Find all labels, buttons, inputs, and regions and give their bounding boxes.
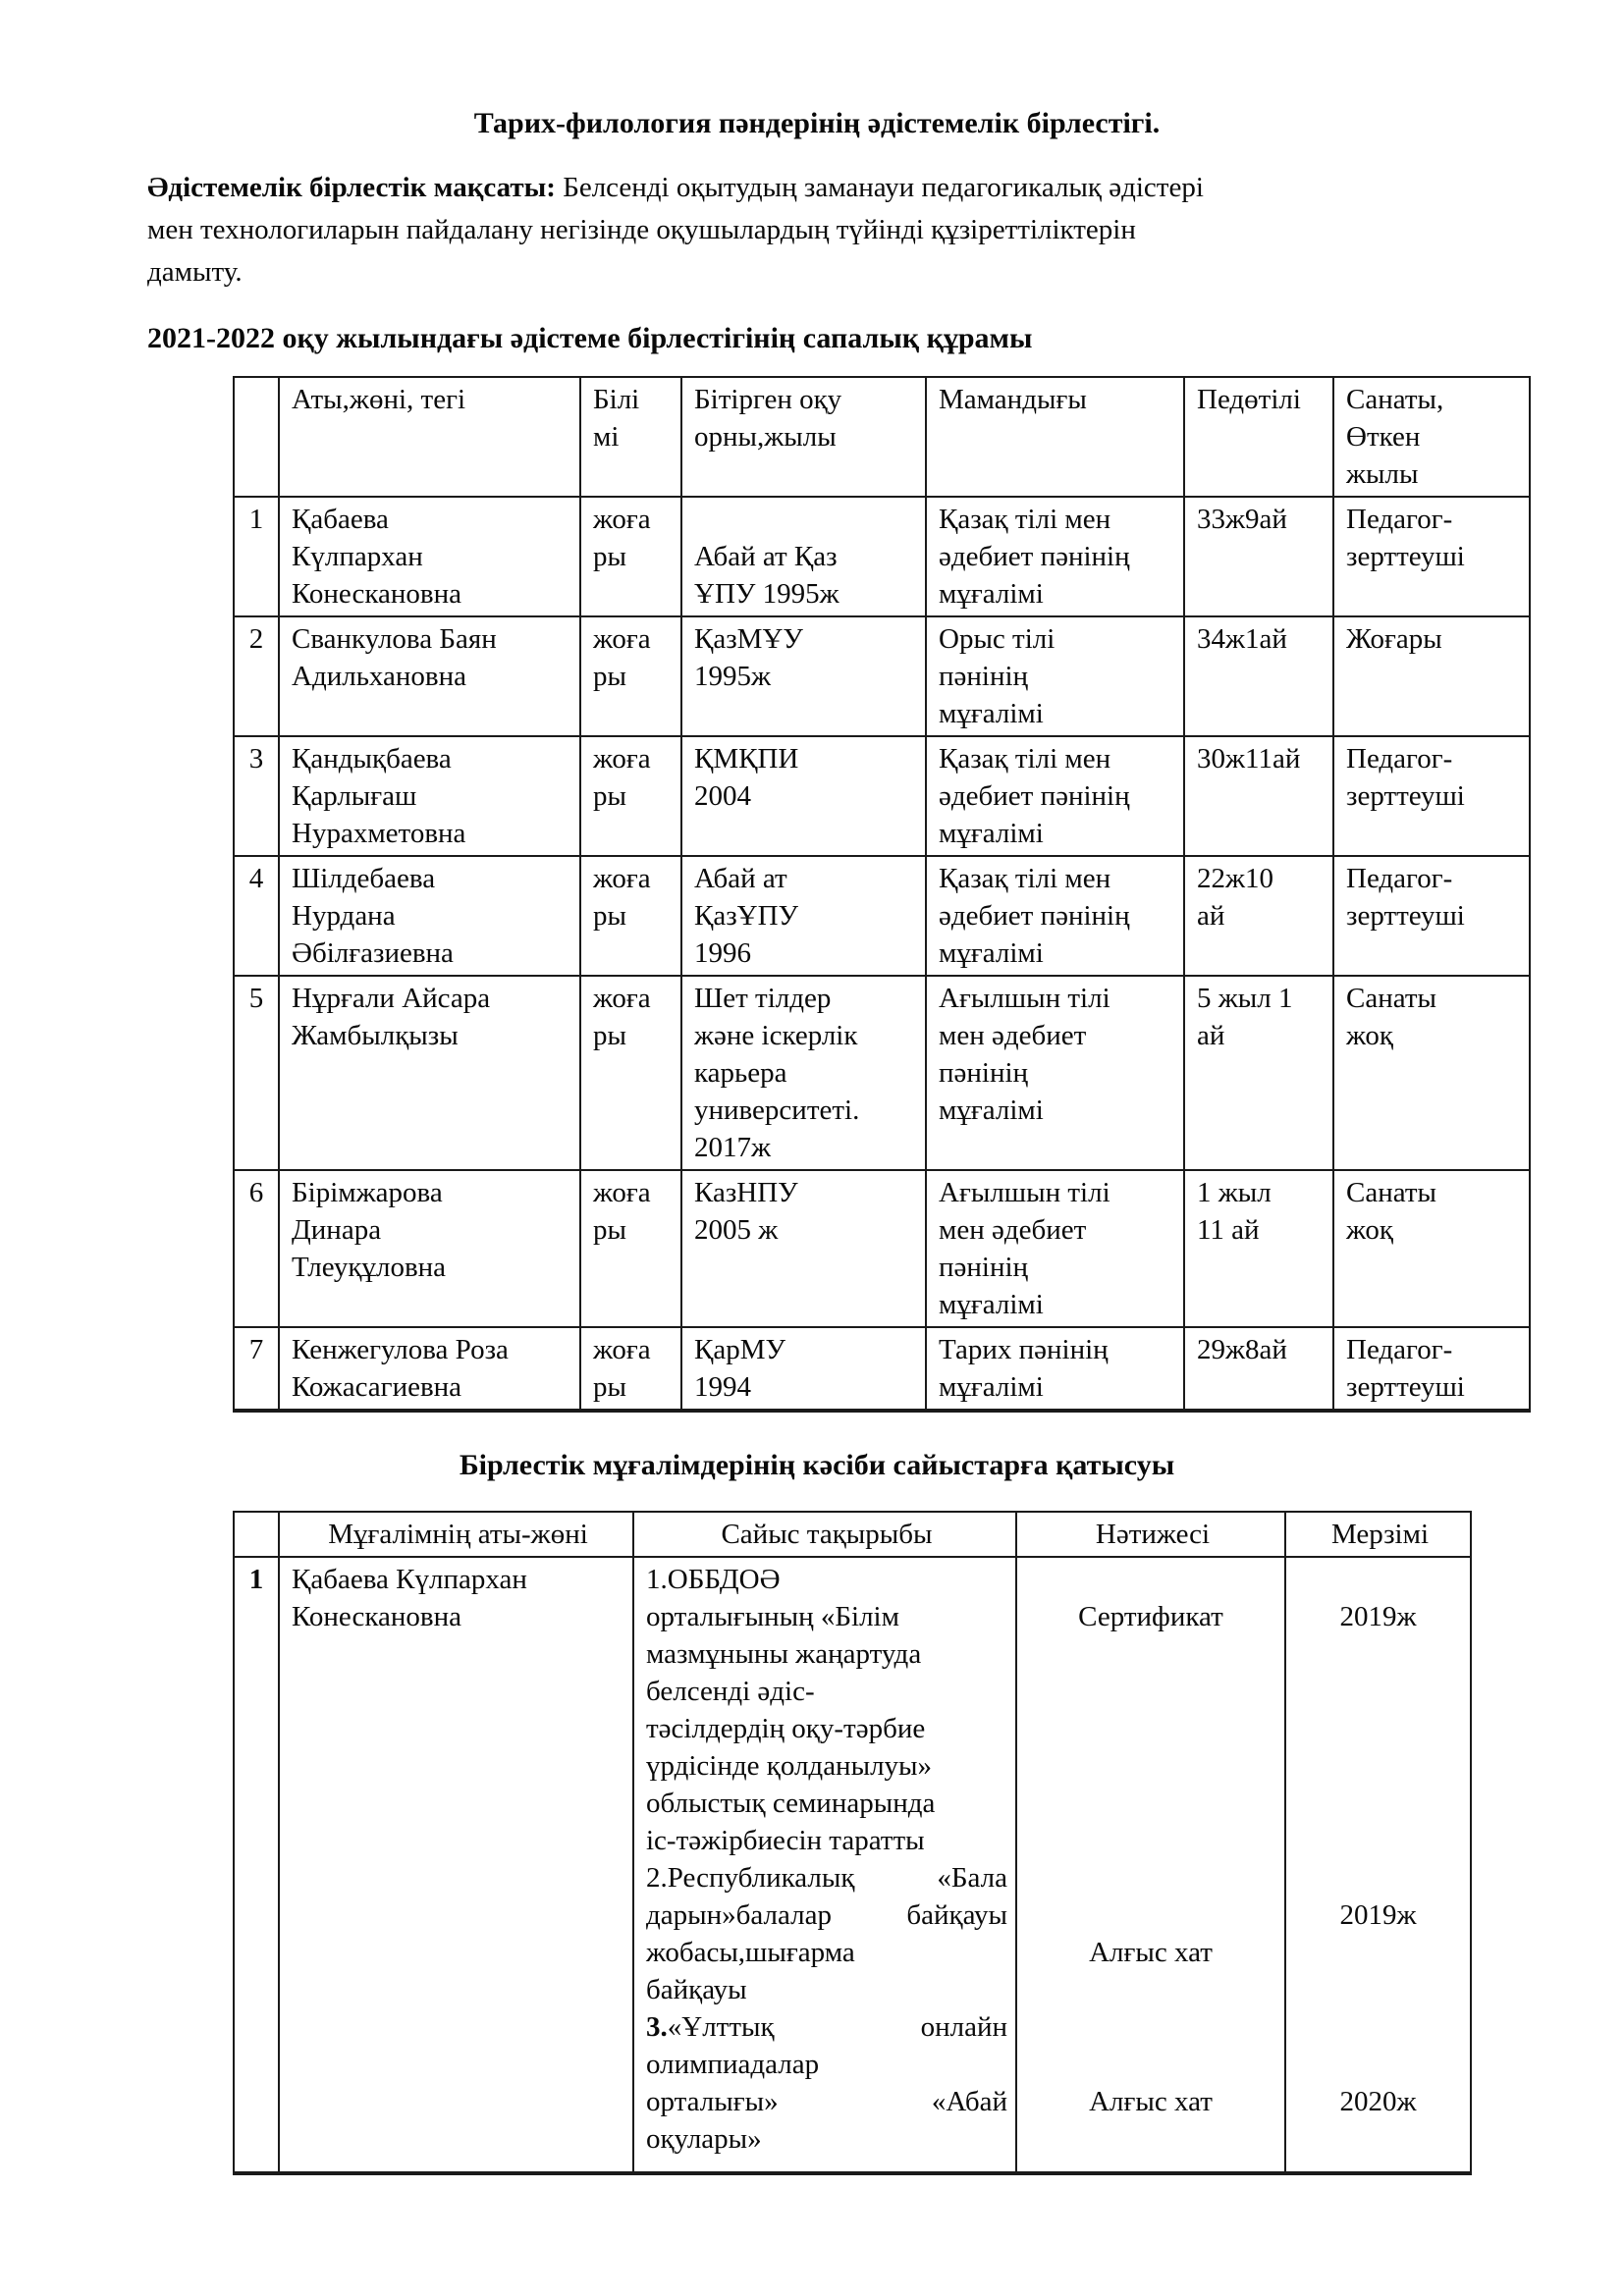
cell-line: зерттеуші (1346, 1371, 1465, 1403)
staff-cell (580, 1327, 681, 1411)
cell-line: жоға (593, 983, 651, 1014)
cell-line: 2 (248, 623, 264, 655)
staff-row (234, 616, 1530, 736)
staff-cell (926, 736, 1184, 856)
section-title-staff: 2021-2022 оқу жылындағы әдістеме бірлестігінің сапалық құрамы (147, 322, 1033, 354)
section-title-contest: Бірлестік мұғалімдерінің кәсіби сайыстарға қатысуы (459, 1449, 1175, 1481)
topic-line: үрдісінде қолданылуы» (646, 1750, 933, 1782)
staff-cell (926, 1327, 1184, 1411)
cell-line: Қабаева Күлпархан (292, 1564, 527, 1595)
cell-line: Педөтілі (1197, 384, 1301, 415)
result-entry: Сертификат (1078, 1601, 1223, 1632)
document-title: Тарих-филология пәндерінің әдістемелік бірлестігі. (473, 107, 1161, 139)
cell-line: Кожасагиевна (292, 1371, 462, 1403)
cell-line: 30ж11ай (1197, 743, 1301, 774)
cell-line: Педагог- (1346, 743, 1453, 774)
staff-cell (234, 1327, 279, 1411)
contest-header-cell (633, 1512, 1016, 1557)
cell-line: Орыс тілі (939, 623, 1056, 655)
cell-line: Шілдебаева (292, 863, 436, 894)
contest-topic-cell (633, 1557, 1016, 2173)
cell-line: жоға (593, 1177, 651, 1208)
cell-line: 29ж8ай (1197, 1334, 1287, 1365)
contest-result-cell (1016, 1557, 1285, 2173)
cell-line: орны,жылы (694, 421, 837, 453)
cell-line: Санаты, (1346, 384, 1444, 415)
contest-header-cell (1016, 1512, 1285, 1557)
contest-row (234, 1557, 1471, 2173)
cell-line: ры (593, 1020, 626, 1051)
cell-line: зерттеуші (1346, 780, 1465, 812)
staff-cell (580, 1170, 681, 1327)
staff-table-header (234, 377, 1530, 497)
staff-row (234, 497, 1530, 616)
cell-line: Тлеуқұловна (292, 1252, 447, 1283)
cell-line: мұғалімі (939, 818, 1044, 849)
staff-cell (1184, 497, 1333, 616)
cell-line: Абай ат Қаз (694, 541, 838, 572)
staff-cell (1333, 616, 1530, 736)
cell-line: 2005 ж (694, 1214, 779, 1246)
cell-line: Кенжегулова Роза (292, 1334, 509, 1365)
cell-line: Мұғалімнің аты-жөні (328, 1519, 588, 1550)
cell-line: 4 (248, 863, 264, 894)
cell-line: 1 (248, 1564, 264, 1595)
cell-line: Абай ат (694, 863, 787, 894)
cell-line: ры (593, 1371, 626, 1403)
cell-line: мұғалімі (939, 698, 1044, 729)
staff-cell (1184, 616, 1333, 736)
cell-line: Нурахметовна (292, 818, 466, 849)
staff-cell (1333, 976, 1530, 1170)
cell-line: Аты,жөні, тегі (292, 384, 466, 415)
topic-line: іс-тәжірбиесін таратты (646, 1825, 925, 1856)
period-entry: 2019ж (1339, 1899, 1417, 1931)
staff-cell (279, 736, 580, 856)
cell-line: Шет тілдер (694, 983, 832, 1014)
cell-line: университеті. (694, 1095, 860, 1126)
staff-cell (279, 976, 580, 1170)
cell-line: 2017ж (694, 1132, 772, 1163)
cell-line: 3 (248, 743, 264, 774)
cell-line: Сайыс тақырыбы (721, 1519, 933, 1550)
staff-cell (1184, 1327, 1333, 1411)
cell-line: пәнінің (939, 1057, 1029, 1089)
cell-line: ры (593, 900, 626, 932)
cell-line: карьера (694, 1057, 787, 1089)
cell-line: ҚМҚПИ (694, 743, 799, 774)
cell-line: Бітірген оқу (694, 384, 842, 415)
cell-line: 22ж10 (1197, 863, 1274, 894)
cell-line: пәнінің (939, 661, 1029, 692)
cell-line: Қандықбаева (292, 743, 452, 774)
staff-row (234, 736, 1530, 856)
staff-header-cell (279, 377, 580, 497)
topic-line: 3.«Ұлттық онлайн (646, 2011, 1007, 2043)
cell-line: Бірімжарова (292, 1177, 443, 1208)
period-entry: 2019ж (1339, 1601, 1417, 1632)
cell-line: жоқ (1346, 1214, 1393, 1246)
cell-line: 7 (248, 1334, 264, 1365)
staff-row (234, 1170, 1530, 1327)
contest-header-cell (1285, 1512, 1471, 1557)
topic-line: облыстық семинарында (646, 1788, 936, 1819)
staff-row (234, 976, 1530, 1170)
topic-line: жобасы,шығарма (646, 1937, 855, 1968)
cell-line: әдебиет пәнінің (939, 900, 1130, 932)
topic-line: байқауы (646, 1974, 747, 2005)
cell-line: Нұрғали Айсара (292, 983, 491, 1014)
staff-header-cell (926, 377, 1184, 497)
staff-cell (1333, 497, 1530, 616)
contest-header-cell (279, 1512, 633, 1557)
cell-line: мен әдебиет (939, 1214, 1087, 1246)
staff-cell (234, 497, 279, 616)
cell-line: әдебиет пәнінің (939, 780, 1130, 812)
cell-line: Күлпархан (292, 541, 423, 572)
cell-line: Нурдана (292, 900, 396, 932)
staff-cell (681, 1327, 926, 1411)
cell-line: мұғалімі (939, 1371, 1044, 1403)
staff-table-body (234, 497, 1530, 1411)
cell-line: Ағылшын тілі (939, 983, 1110, 1014)
cell-line: Қазақ тілі мен (939, 743, 1111, 774)
topic-line: орталығы» «Абай (646, 2086, 1007, 2117)
cell-line: Жоғары (1346, 623, 1442, 655)
staff-cell (681, 1170, 926, 1327)
contest-table-body (234, 1557, 1471, 2173)
cell-line: мұғалімі (939, 937, 1044, 969)
cell-line: Педагог- (1346, 504, 1453, 535)
cell-line: Сванкулова Баян (292, 623, 497, 655)
cell-line: жоға (593, 1334, 651, 1365)
staff-cell (681, 856, 926, 976)
contest-teacher-cell (279, 1557, 633, 2173)
staff-table (233, 376, 1531, 1413)
contest-num-cell (234, 1557, 279, 2173)
cell-line: жоға (593, 743, 651, 774)
staff-cell (1333, 736, 1530, 856)
topic-line: орталығының «Білім (646, 1601, 899, 1632)
topic-line: тәсілдердің оқу-тәрбие (646, 1713, 926, 1744)
cell-line: Жамбылқызы (292, 1020, 459, 1051)
cell-line: Мамандығы (939, 384, 1087, 415)
cell-line: Конескановна (292, 578, 462, 610)
cell-line: Санаты (1346, 983, 1437, 1014)
cell-line: ҚазҰПУ (694, 900, 799, 932)
cell-line: Қазақ тілі мен (939, 863, 1111, 894)
cell-line: жоға (593, 623, 651, 655)
cell-line: ры (593, 1214, 626, 1246)
staff-cell (1333, 1327, 1530, 1411)
staff-cell (279, 1327, 580, 1411)
cell-line: зерттеуші (1346, 900, 1465, 932)
cell-line: ры (593, 541, 626, 572)
staff-cell (1184, 976, 1333, 1170)
cell-line: ры (593, 661, 626, 692)
topic-line: 2.Республикалық «Бала (646, 1862, 1007, 1894)
cell-line: жоқ (1346, 1020, 1393, 1051)
cell-line: Қазақ тілі мен (939, 504, 1111, 535)
topic-line: дарын»балалар байқауы (646, 1899, 1007, 1931)
staff-cell (926, 616, 1184, 736)
cell-line: әдебиет пәнінің (939, 541, 1130, 572)
staff-cell (580, 976, 681, 1170)
staff-cell (681, 736, 926, 856)
cell-line: Педагог- (1346, 863, 1453, 894)
contest-table (233, 1511, 1472, 2175)
staff-header-cell (580, 377, 681, 497)
topic-line: мазмұныны жаңартуда (646, 1638, 922, 1670)
topic-line: олимпиадалар (646, 2049, 820, 2080)
cell-line: 33ж9ай (1197, 504, 1287, 535)
cell-line: ҰПУ 1995ж (694, 578, 839, 610)
cell-line: Педагог- (1346, 1334, 1453, 1365)
cell-line: Әбілғазиевна (292, 937, 454, 969)
staff-cell (279, 1170, 580, 1327)
cell-line: және іскерлік (694, 1020, 858, 1051)
cell-line: Ағылшын тілі (939, 1177, 1110, 1208)
cell-line: 6 (248, 1177, 264, 1208)
topic-line: оқулары» (646, 2123, 762, 2155)
cell-line: Білі (593, 384, 640, 415)
staff-cell (1333, 1170, 1530, 1327)
cell-line: Санаты (1346, 1177, 1437, 1208)
contest-header-cell (234, 1512, 279, 1557)
cell-line: Тарих пәнінің (939, 1334, 1109, 1365)
cell-line: ай (1197, 1020, 1225, 1051)
cell-line: Мерзімі (1330, 1519, 1430, 1550)
cell-line: 34ж1ай (1197, 623, 1287, 655)
cell-line (694, 501, 917, 538)
topic-bold-prefix: 3. (646, 2011, 668, 2043)
contest-period-cell (1285, 1557, 1471, 2173)
staff-cell (681, 976, 926, 1170)
cell-line: 5 жыл 1 (1197, 983, 1293, 1014)
cell-line: 2004 (694, 780, 751, 812)
cell-line: ҚарМУ (694, 1334, 786, 1365)
staff-cell (681, 616, 926, 736)
staff-header-cell (1184, 377, 1333, 497)
cell-line: 1 жыл (1197, 1177, 1272, 1208)
staff-header-cell (1333, 377, 1530, 497)
cell-line: Өткен (1346, 421, 1421, 453)
staff-cell (234, 736, 279, 856)
intro-paragraph (147, 167, 1487, 294)
staff-cell (234, 976, 279, 1170)
cell-line (237, 381, 276, 418)
cell-line: КазНПУ (694, 1177, 798, 1208)
cell-line: 1994 (694, 1371, 751, 1403)
contest-header-row (234, 1512, 1471, 1557)
cell-line: Конескановна (292, 1601, 462, 1632)
topic-line: белсенді әдіс- (646, 1676, 815, 1707)
cell-line: жылы (1346, 458, 1419, 490)
staff-cell (580, 736, 681, 856)
cell-line: Қабаева (292, 504, 389, 535)
staff-cell (580, 856, 681, 976)
staff-cell (234, 616, 279, 736)
staff-row (234, 856, 1530, 976)
cell-line: 11 ай (1197, 1214, 1260, 1246)
staff-cell (681, 497, 926, 616)
staff-cell (1184, 736, 1333, 856)
cell-line: 1996 (694, 937, 751, 969)
staff-cell (234, 1170, 279, 1327)
cell-line: Адильхановна (292, 661, 467, 692)
staff-header-row (234, 377, 1530, 497)
cell-line: мен әдебиет (939, 1020, 1087, 1051)
cell-line: зерттеуші (1346, 541, 1465, 572)
contest-table-header (234, 1512, 1471, 1557)
staff-cell (1184, 856, 1333, 976)
result-entry: Алғыс хат (1089, 2086, 1213, 2117)
staff-cell (1184, 1170, 1333, 1327)
staff-cell (279, 856, 580, 976)
cell-line: жоға (593, 863, 651, 894)
period-entry: 2020ж (1339, 2086, 1417, 2117)
cell-line: Нәтижесі (1095, 1519, 1211, 1550)
staff-cell (580, 497, 681, 616)
intro-text: Белсенді оқытудың заманауи педагогикалық әдістері мен технологиларын пайдалану негізінде оқушылардың түйінді құзіреттіліктерін дамыту. (147, 172, 1204, 288)
cell-line: ры (593, 780, 626, 812)
cell-line: Қарлығаш (292, 780, 417, 812)
cell-line: пәнінің (939, 1252, 1029, 1283)
staff-cell (926, 976, 1184, 1170)
cell-line (237, 1516, 276, 1553)
staff-cell (279, 497, 580, 616)
cell-line: жоға (593, 504, 651, 535)
cell-line: мі (593, 421, 620, 453)
staff-cell (580, 616, 681, 736)
cell-line: 1 (248, 504, 264, 535)
cell-line: 5 (248, 983, 264, 1014)
staff-cell (926, 497, 1184, 616)
staff-header-cell (681, 377, 926, 497)
staff-cell (279, 616, 580, 736)
result-entry: Алғыс хат (1089, 1937, 1213, 1968)
staff-cell (926, 1170, 1184, 1327)
cell-line: мұғалімі (939, 1289, 1044, 1320)
cell-line: мұғалімі (939, 578, 1044, 610)
cell-line: Динара (292, 1214, 382, 1246)
staff-header-cell (234, 377, 279, 497)
cell-line: ҚазМҰУ (694, 623, 803, 655)
staff-row (234, 1327, 1530, 1411)
staff-cell (1333, 856, 1530, 976)
cell-line: ай (1197, 900, 1225, 932)
staff-cell (234, 856, 279, 976)
staff-cell (926, 856, 1184, 976)
intro-lead: Әдістемелік бірлестік мақсаты: (147, 172, 556, 203)
topic-line: 1.ОББДОӘ (646, 1564, 781, 1595)
cell-line: 1995ж (694, 661, 772, 692)
cell-line: мұғалімі (939, 1095, 1044, 1126)
